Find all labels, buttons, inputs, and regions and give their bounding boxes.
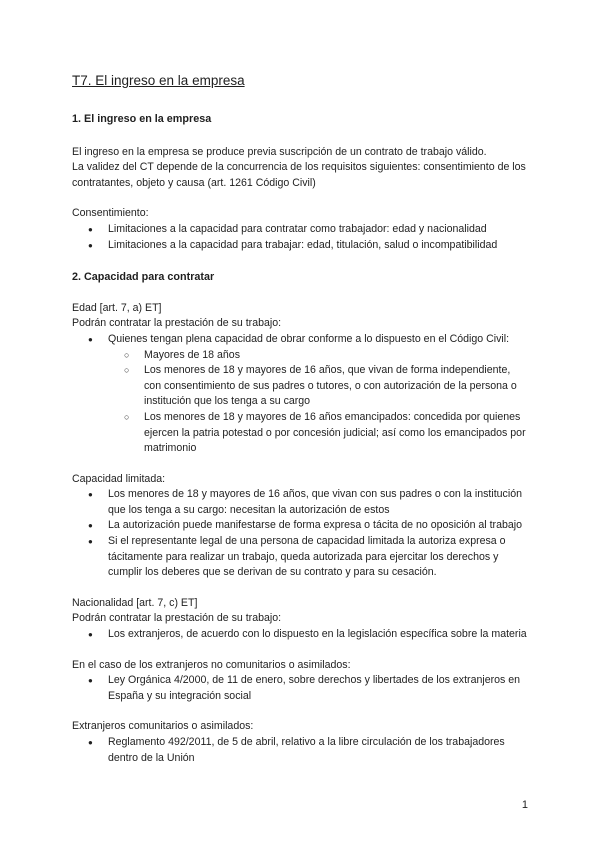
list-item: ● La autorización puede manifestarse de forma expresa o tácita de no oposición al trabajo bbox=[72, 518, 528, 534]
edad-intro: Podrán contratar la prestación de su trabajo: bbox=[72, 317, 282, 330]
comunitarios-label: Extranjeros comunitarios o asimilados: bbox=[72, 720, 254, 733]
consent-list bbox=[72, 222, 528, 253]
comunitarios-list bbox=[72, 735, 528, 766]
nacionalidad-list bbox=[72, 627, 528, 643]
section-1-heading: 1. El ingreso en la empresa bbox=[72, 113, 212, 125]
page-number: 1 bbox=[521, 799, 528, 812]
sub-list-item: ○ Los menores de 18 y mayores de 16 años emancipados: concedida por quienes ejercen la patria potestad o por concesión judicial; así como los emancipados por matrimonio bbox=[108, 410, 528, 457]
list-item: ● Si el representante legal de una persona de capacidad limitada la autoriza expresa o tácitamente para realizar un trabajo, queda autorizada para ejercitar los derechos y cumplir los deberes que se derivan de su contrato y para su cesación. bbox=[72, 534, 528, 581]
edad-item-text: Quienes tengan plena capacidad de obrar conforme a lo dispuesto en el Código Civil: bbox=[108, 332, 510, 345]
list-item bbox=[72, 332, 528, 457]
nacionalidad-intro: Podrán contratar la prestación de su trabajo: bbox=[72, 612, 282, 625]
limitada-label: Capacidad limitada: bbox=[72, 472, 166, 485]
list-item: ● Los extranjeros, de acuerdo con lo dispuesto en la legislación específica sobre la materia bbox=[72, 627, 528, 643]
sub-list-item: ○ Mayores de 18 años bbox=[108, 348, 528, 364]
edad-list bbox=[72, 332, 528, 457]
list-item: ● Limitaciones a la capacidad para trabajar: edad, titulación, salud o incompatibilidad bbox=[72, 238, 528, 254]
list-item: ● Los menores de 18 y mayores de 16 años, que vivan con sus padres o con la institución que los tenga a su cargo: necesitan la autorización de estos bbox=[72, 487, 528, 518]
no-comunitarios-list bbox=[72, 673, 528, 704]
list-item: ● Ley Orgánica 4/2000, de 11 de enero, sobre derechos y libertades de los extranjeros en España y su integración social bbox=[72, 673, 528, 704]
no-comunitarios-label: En el caso de los extranjeros no comunitarios o asimilados: bbox=[72, 658, 351, 671]
consent-label: Consentimiento: bbox=[72, 207, 149, 220]
edad-sublist bbox=[108, 348, 528, 457]
document-title: T7. El ingreso en la empresa bbox=[72, 73, 245, 88]
edad-label: Edad [art. 7, a) ET] bbox=[72, 301, 162, 314]
section-2-heading: 2. Capacidad para contratar bbox=[72, 271, 215, 284]
section-1-para-1: El ingreso en la empresa se produce previa suscripción de un contrato de trabajo válido. bbox=[72, 145, 487, 158]
sub-list-item: ○ Los menores de 18 y mayores de 16 años, que vivan de forma independiente, con consentimiento de sus padres o tutores, o con autorización de la persona o institución que los tenga a su cargo bbox=[108, 363, 528, 410]
nacionalidad-label: Nacionalidad [art. 7, c) ET] bbox=[72, 596, 198, 609]
list-item: ● Reglamento 492/2011, de 5 de abril, relativo a la libre circulación de los trabajadores dentro de la Unión bbox=[72, 735, 528, 766]
list-item: ● Limitaciones a la capacidad para contratar como trabajador: edad y nacionalidad bbox=[72, 222, 528, 238]
limitada-list bbox=[72, 487, 528, 581]
section-1-para-2: La validez del CT depende de la concurrencia de los requisitos siguientes: consentimiento de los contratantes, objeto y causa (art. 1261 Código Civil) bbox=[72, 161, 526, 189]
